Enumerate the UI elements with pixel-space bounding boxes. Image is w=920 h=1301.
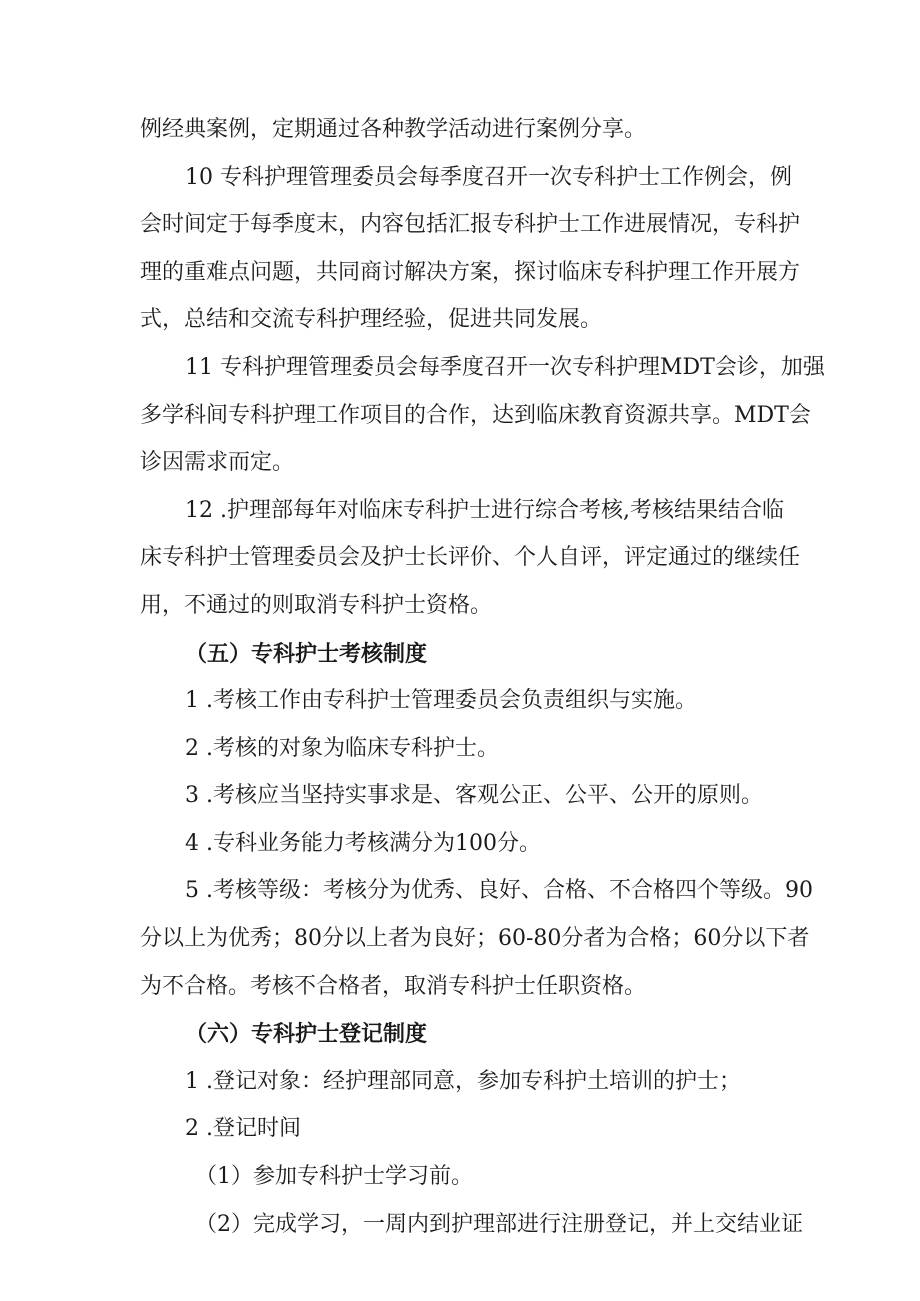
- paragraph-line: （2）完成学习，一周内到护理部进行注册登记，并上交结业证: [195, 1212, 803, 1237]
- paragraph-line: 分以上为优秀；80分以上者为良好；60-80分者为合格；60分以下者: [140, 926, 810, 951]
- paragraph-line: 会时间定于每季度末，内容包括汇报专科护士工作进展情况，专科护: [140, 212, 801, 237]
- paragraph-line: 3 .考核应当坚持实事求是、客观公正、公平、公开的原则。: [185, 783, 763, 808]
- paragraph-line: 例经典案例，定期通过各种教学活动进行案例分享。: [140, 117, 647, 142]
- paragraph-line: 4 .专科业务能力考核满分为100分。: [185, 831, 541, 856]
- paragraph-line: 用，不通过的则取消专科护士资格。: [140, 593, 493, 618]
- paragraph-line: （1）参加专科护士学习前。: [195, 1164, 473, 1189]
- paragraph-line: 多学科间专科护理工作项目的合作，达到临床教育资源共享。MDT会: [140, 403, 811, 428]
- paragraph-line: 2 .考核的对象为临床专科护士。: [185, 736, 499, 761]
- paragraph-line: 10 专科护理管理委员会每季度召开一次专科护士工作例会，例: [185, 165, 792, 190]
- paragraph-line: 12 .护理部每年对临床专科护士进行综合考核,考核结果结合临: [185, 498, 784, 523]
- paragraph-line: 床专科护士管理委员会及护士长评价、个人自评，评定通过的继续任: [140, 545, 801, 570]
- section-heading: （五）专科护士考核制度: [185, 641, 428, 667]
- paragraph-line: 1 .考核工作由专科护士管理委员会负责组织与实施。: [185, 688, 697, 713]
- section-heading: （六）专科护士登记制度: [185, 1021, 428, 1047]
- paragraph-line: 为不合格。考核不合格者，取消专科护士任职资格。: [140, 974, 647, 999]
- paragraph-line: 11 专科护理管理委员会每季度召开一次专科护理MDT会诊，加强: [185, 355, 825, 380]
- paragraph-line: 式，总结和交流专科护理经验，促进共同发展。: [140, 307, 603, 332]
- paragraph-line: 诊因需求而定。: [140, 450, 295, 475]
- paragraph-line: 1 .登记对象：经护理部同意，参加专科护土培训的护士；: [185, 1069, 741, 1094]
- paragraph-line: 2 .登记时间: [185, 1116, 301, 1141]
- paragraph-line: 5 .考核等级：考核分为优秀、良好、合格、不合格四个等级。90: [185, 878, 813, 903]
- paragraph-line: 理的重难点问题，共同商讨解决方案，探讨临床专科护理工作开展方: [140, 260, 801, 285]
